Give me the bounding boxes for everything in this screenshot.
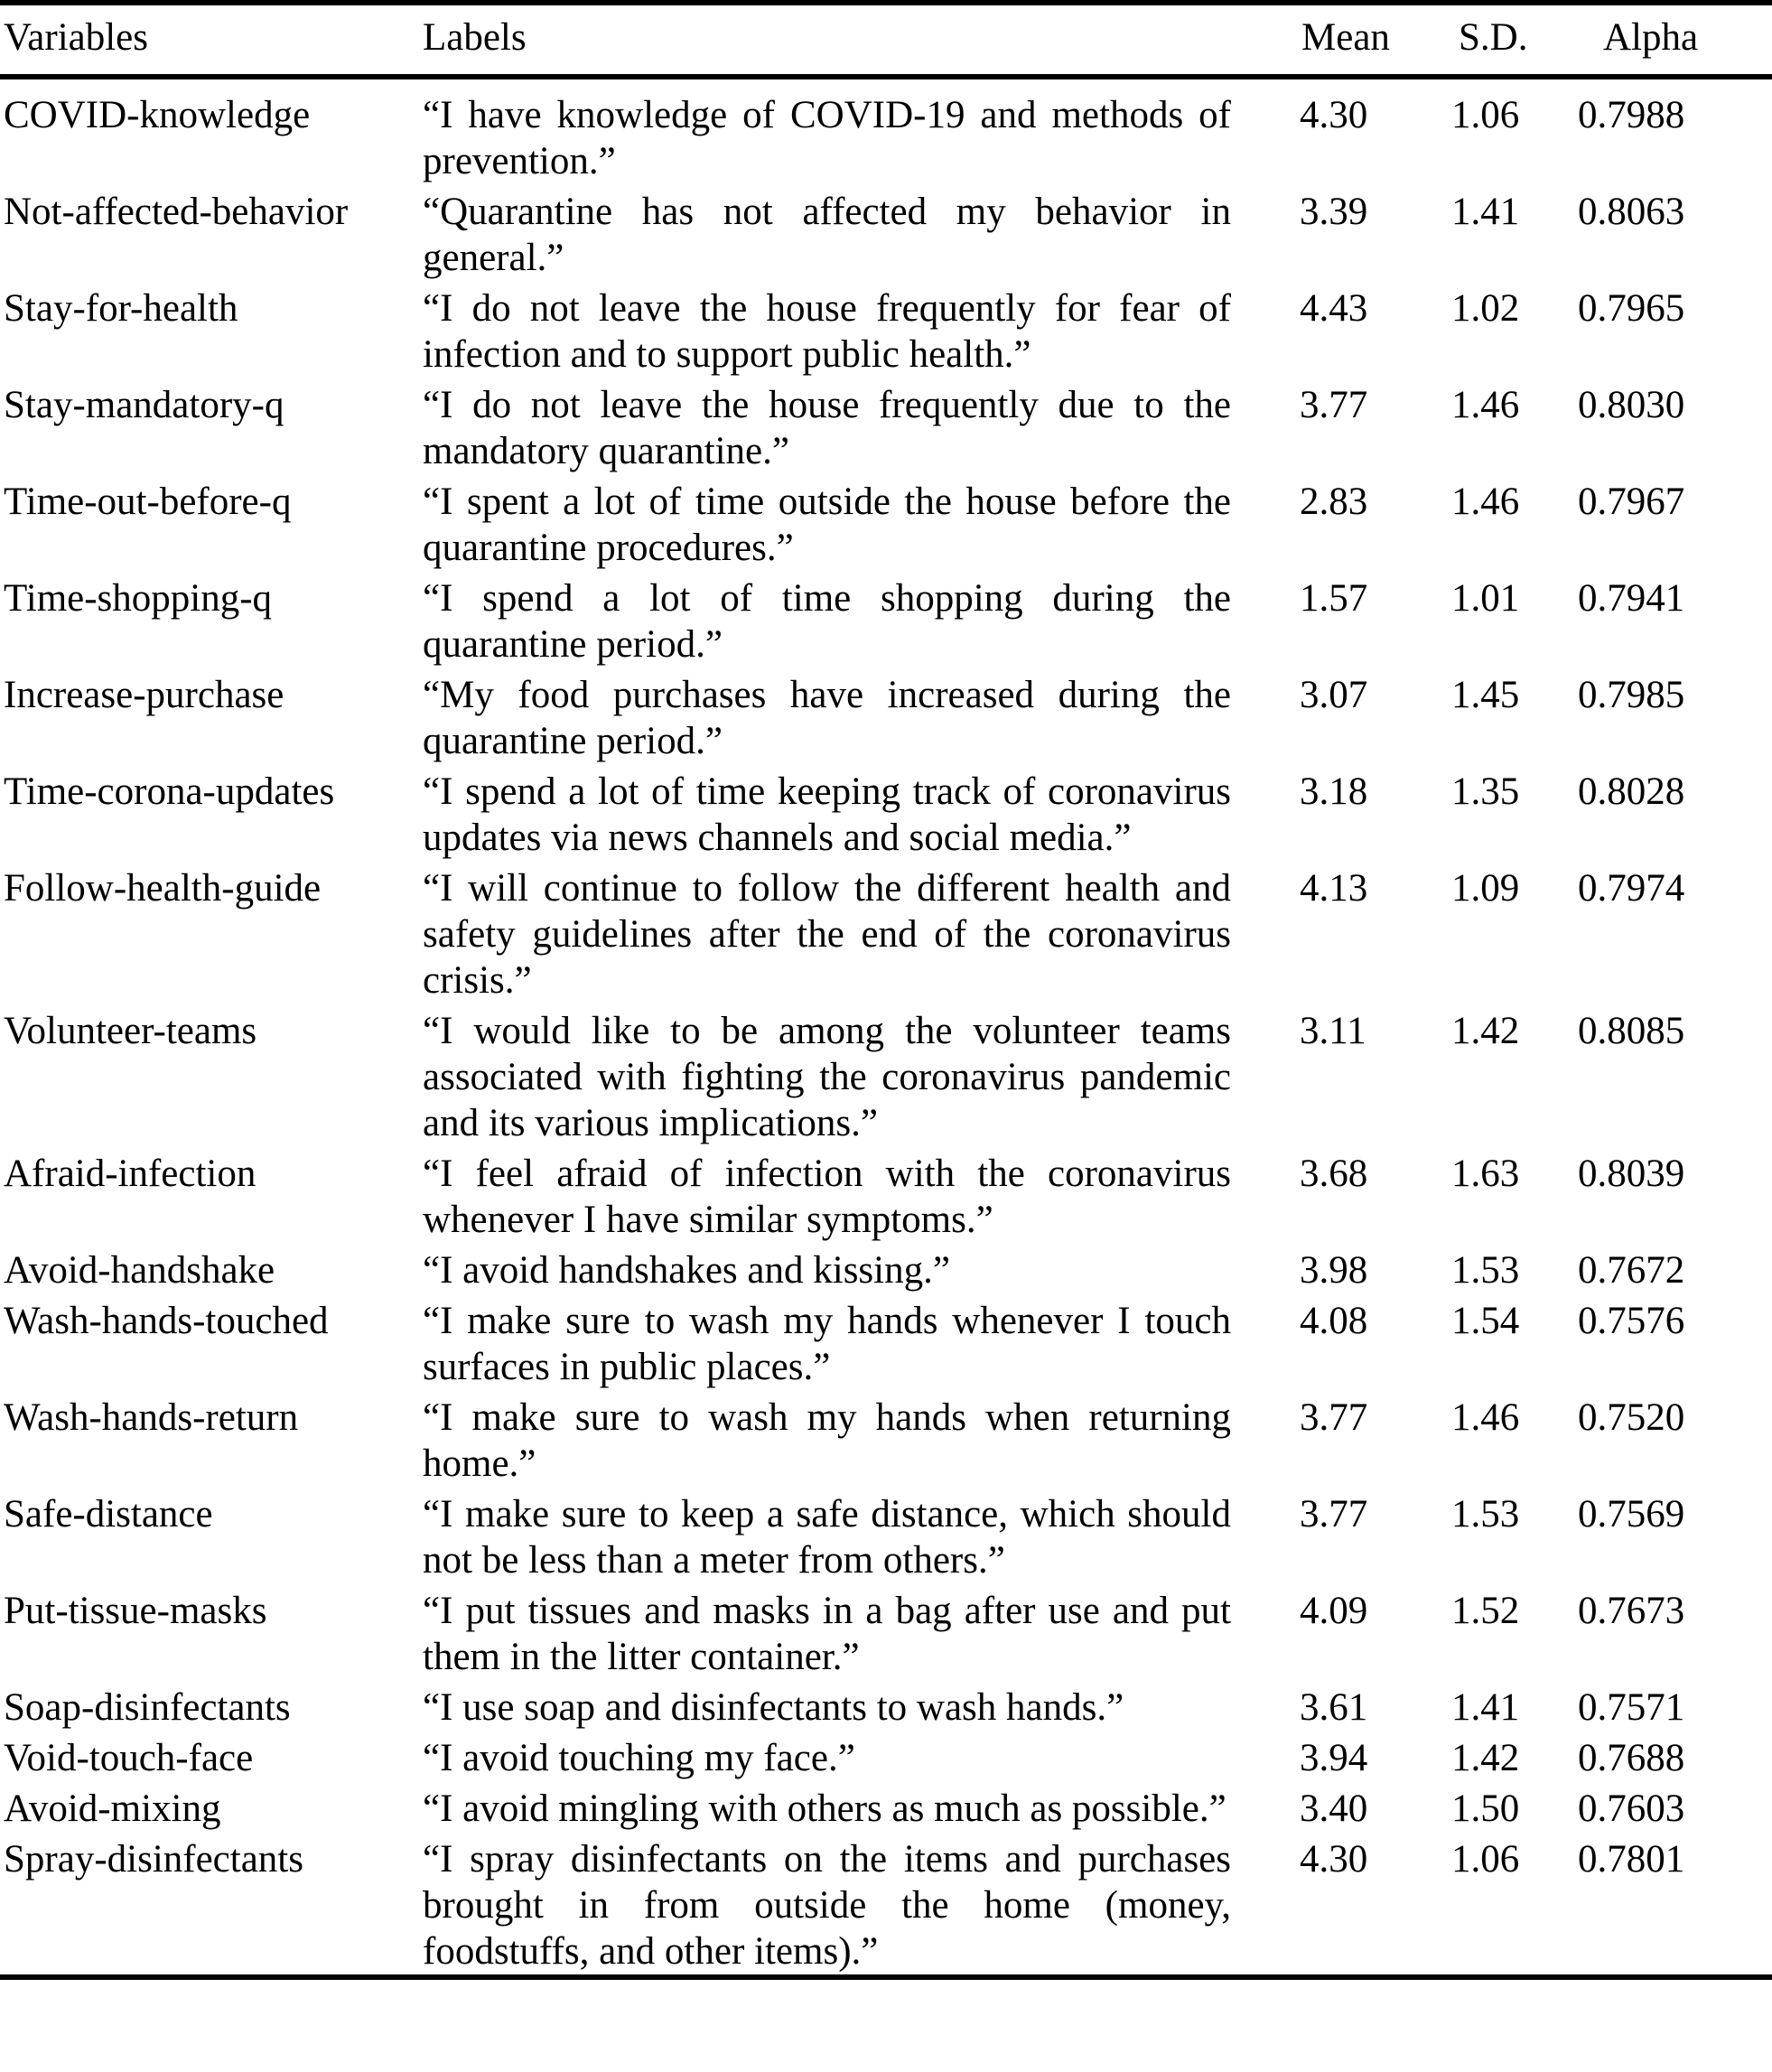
table-row <box>0 378 1772 474</box>
mean-cell: 3.11 <box>1300 1010 1366 1052</box>
label-cell: “I make sure to keep a safe distance, which should not be less than a meter from others.” <box>423 1493 1231 1582</box>
alpha-cell: 0.7603 <box>1578 1787 1685 1830</box>
sd-cell: 1.50 <box>1451 1787 1520 1830</box>
table-row <box>0 1583 1772 1680</box>
alpha-cell: 0.8085 <box>1578 1010 1685 1052</box>
mean-cell: 3.18 <box>1300 770 1368 813</box>
label-cell: “I will continue to follow the different health and safety guidelines after the end of the coronavirus crisis.” <box>423 867 1231 1002</box>
sd-cell: 1.09 <box>1451 867 1520 910</box>
label-cell: “I avoid handshakes and kissing.” <box>423 1249 950 1292</box>
alpha-cell: 0.7673 <box>1578 1590 1685 1632</box>
label-cell: “I use soap and disinfectants to wash hands.” <box>423 1686 1124 1729</box>
label-cell: “My food purchases have increased during the quarantine period.” <box>423 674 1231 762</box>
label-cell: “I avoid touching my face.” <box>423 1737 855 1779</box>
sd-cell: 1.41 <box>1451 191 1520 233</box>
alpha-cell: 0.7801 <box>1578 1838 1685 1881</box>
label-cell: “I spent a lot of time outside the house before the quarantine procedures.” <box>423 481 1231 569</box>
variable-cell: Void-touch-face <box>4 1737 254 1779</box>
mean-cell: 4.09 <box>1300 1590 1368 1632</box>
mean-cell: 4.30 <box>1300 94 1368 136</box>
column-header-variables: Variables <box>0 3 423 77</box>
sd-cell: 1.02 <box>1451 287 1520 330</box>
sd-cell: 1.06 <box>1451 1838 1520 1881</box>
label-cell: “I have knowledge of COVID-19 and methods of prevention.” <box>423 94 1231 182</box>
column-header-sd: S.D. <box>1448 3 1574 77</box>
alpha-cell: 0.7974 <box>1578 867 1685 910</box>
table-header <box>0 3 1772 77</box>
variable-cell: Afraid-infection <box>4 1153 256 1195</box>
alpha-cell: 0.7985 <box>1578 674 1685 716</box>
sd-cell: 1.35 <box>1451 770 1520 813</box>
variable-cell: COVID-knowledge <box>4 94 311 136</box>
label-cell: “I feel afraid of infection with the coronavirus whenever I have similar symptoms.” <box>423 1153 1231 1241</box>
sd-cell: 1.46 <box>1451 481 1520 523</box>
mean-cell: 3.61 <box>1300 1686 1368 1729</box>
table-row <box>0 184 1772 281</box>
table-row <box>0 1146 1772 1243</box>
sd-cell: 1.53 <box>1451 1249 1520 1292</box>
table-row <box>0 1390 1772 1487</box>
label-cell: “I spend a lot of time shopping during the quarantine period.” <box>423 577 1231 666</box>
alpha-cell: 0.7576 <box>1578 1300 1685 1342</box>
table-row <box>0 1487 1772 1583</box>
sd-cell: 1.53 <box>1451 1493 1520 1535</box>
mean-cell: 3.07 <box>1300 674 1368 716</box>
sd-cell: 1.46 <box>1451 384 1520 426</box>
alpha-cell: 0.7988 <box>1578 94 1685 136</box>
mean-cell: 4.13 <box>1300 867 1368 910</box>
label-cell: “I spray disinfectants on the items and purchases brought in from outside the home (money, foodstuffs, and other items).” <box>423 1838 1231 1973</box>
sd-cell: 1.52 <box>1451 1590 1520 1632</box>
mean-cell: 3.77 <box>1300 1396 1368 1439</box>
mean-cell: 3.68 <box>1300 1153 1368 1195</box>
alpha-cell: 0.7520 <box>1578 1396 1685 1439</box>
table-row <box>0 1293 1772 1390</box>
header-row <box>0 3 1772 77</box>
mean-cell: 1.57 <box>1300 577 1368 620</box>
alpha-cell: 0.8028 <box>1578 770 1685 813</box>
variable-cell: Spray-disinfectants <box>4 1838 303 1881</box>
mean-cell: 3.40 <box>1300 1787 1368 1830</box>
sd-cell: 1.54 <box>1451 1300 1520 1342</box>
variable-cell: Stay-mandatory-q <box>4 384 284 426</box>
label-cell: “I make sure to wash my hands when returning home.” <box>423 1396 1231 1485</box>
sd-cell: 1.41 <box>1451 1686 1520 1729</box>
variable-cell: Wash-hands-return <box>4 1396 299 1439</box>
sd-cell: 1.42 <box>1451 1737 1520 1779</box>
variable-cell: Time-shopping-q <box>4 577 273 620</box>
variable-cell: Avoid-handshake <box>4 1249 275 1292</box>
mean-cell: 4.30 <box>1300 1838 1368 1881</box>
table-row <box>0 764 1772 861</box>
alpha-cell: 0.8039 <box>1578 1153 1685 1195</box>
label-cell: “I do not leave the house frequently due to the mandatory quarantine.” <box>423 384 1231 472</box>
variable-cell: Time-corona-updates <box>4 770 335 813</box>
label-cell: “I put tissues and masks in a bag after use and put them in the litter container.” <box>423 1590 1231 1678</box>
table-body <box>0 77 1772 1977</box>
alpha-cell: 0.7571 <box>1578 1686 1685 1729</box>
table-row <box>0 667 1772 764</box>
sd-cell: 1.06 <box>1451 94 1520 136</box>
alpha-cell: 0.7672 <box>1578 1249 1685 1292</box>
table-row <box>0 1243 1772 1293</box>
label-cell: “Quarantine has not affected my behavior in general.” <box>423 191 1231 279</box>
sd-cell: 1.01 <box>1451 577 1520 620</box>
variable-cell: Time-out-before-q <box>4 481 292 523</box>
table-row <box>0 1832 1772 1977</box>
sd-cell: 1.45 <box>1451 674 1520 716</box>
alpha-cell: 0.7967 <box>1578 481 1685 523</box>
table-row <box>0 474 1772 571</box>
variable-cell: Volunteer-teams <box>4 1010 257 1052</box>
mean-cell: 4.43 <box>1300 287 1368 330</box>
label-cell: “I make sure to wash my hands whenever I touch surfaces in public places.” <box>423 1300 1231 1388</box>
mean-cell: 3.98 <box>1300 1249 1368 1292</box>
alpha-cell: 0.7941 <box>1578 577 1685 620</box>
sd-cell: 1.46 <box>1451 1396 1520 1439</box>
variable-cell: Safe-distance <box>4 1493 213 1535</box>
table-row <box>0 77 1772 184</box>
sd-cell: 1.63 <box>1451 1153 1520 1195</box>
variable-cell: Not-affected-behavior <box>4 191 349 233</box>
alpha-cell: 0.8063 <box>1578 191 1685 233</box>
alpha-cell: 0.8030 <box>1578 384 1685 426</box>
table-row <box>0 1003 1772 1146</box>
sd-cell: 1.42 <box>1451 1010 1520 1052</box>
mean-cell: 2.83 <box>1300 481 1368 523</box>
variable-cell: Soap-disinfectants <box>4 1686 291 1729</box>
alpha-cell: 0.7688 <box>1578 1737 1685 1779</box>
table-row <box>0 1781 1772 1832</box>
variable-cell: Put-tissue-masks <box>4 1590 267 1632</box>
alpha-cell: 0.7569 <box>1578 1493 1685 1535</box>
table-row <box>0 1731 1772 1781</box>
variable-cell: Avoid-mixing <box>4 1787 221 1830</box>
mean-cell: 3.77 <box>1300 1493 1368 1535</box>
mean-cell: 4.08 <box>1300 1300 1368 1342</box>
label-cell: “I avoid mingling with others as much as possible.” <box>423 1787 1226 1830</box>
table-row <box>0 1680 1772 1731</box>
label-cell: “I would like to be among the volunteer teams associated with fighting the coronavirus pandemic and its various implications.” <box>423 1010 1231 1144</box>
column-header-alpha: Alpha <box>1574 3 1772 77</box>
variable-cell: Wash-hands-touched <box>4 1300 329 1342</box>
label-cell: “I spend a lot of time keeping track of coronavirus updates via news channels and social media.” <box>423 770 1231 859</box>
variable-cell: Follow-health-guide <box>4 867 322 910</box>
alpha-cell: 0.7965 <box>1578 287 1685 330</box>
mean-cell: 3.39 <box>1300 191 1368 233</box>
table-row <box>0 861 1772 1003</box>
column-header-labels: Labels <box>423 3 1296 77</box>
table-row <box>0 281 1772 378</box>
label-cell: “I do not leave the house frequently for fear of infection and to support public health.” <box>423 287 1231 376</box>
table-row <box>0 571 1772 667</box>
mean-cell: 3.94 <box>1300 1737 1368 1779</box>
variable-cell: Stay-for-health <box>4 287 238 330</box>
variable-cell: Increase-purchase <box>4 674 284 716</box>
column-header-mean: Mean <box>1296 3 1448 77</box>
mean-cell: 3.77 <box>1300 384 1368 426</box>
